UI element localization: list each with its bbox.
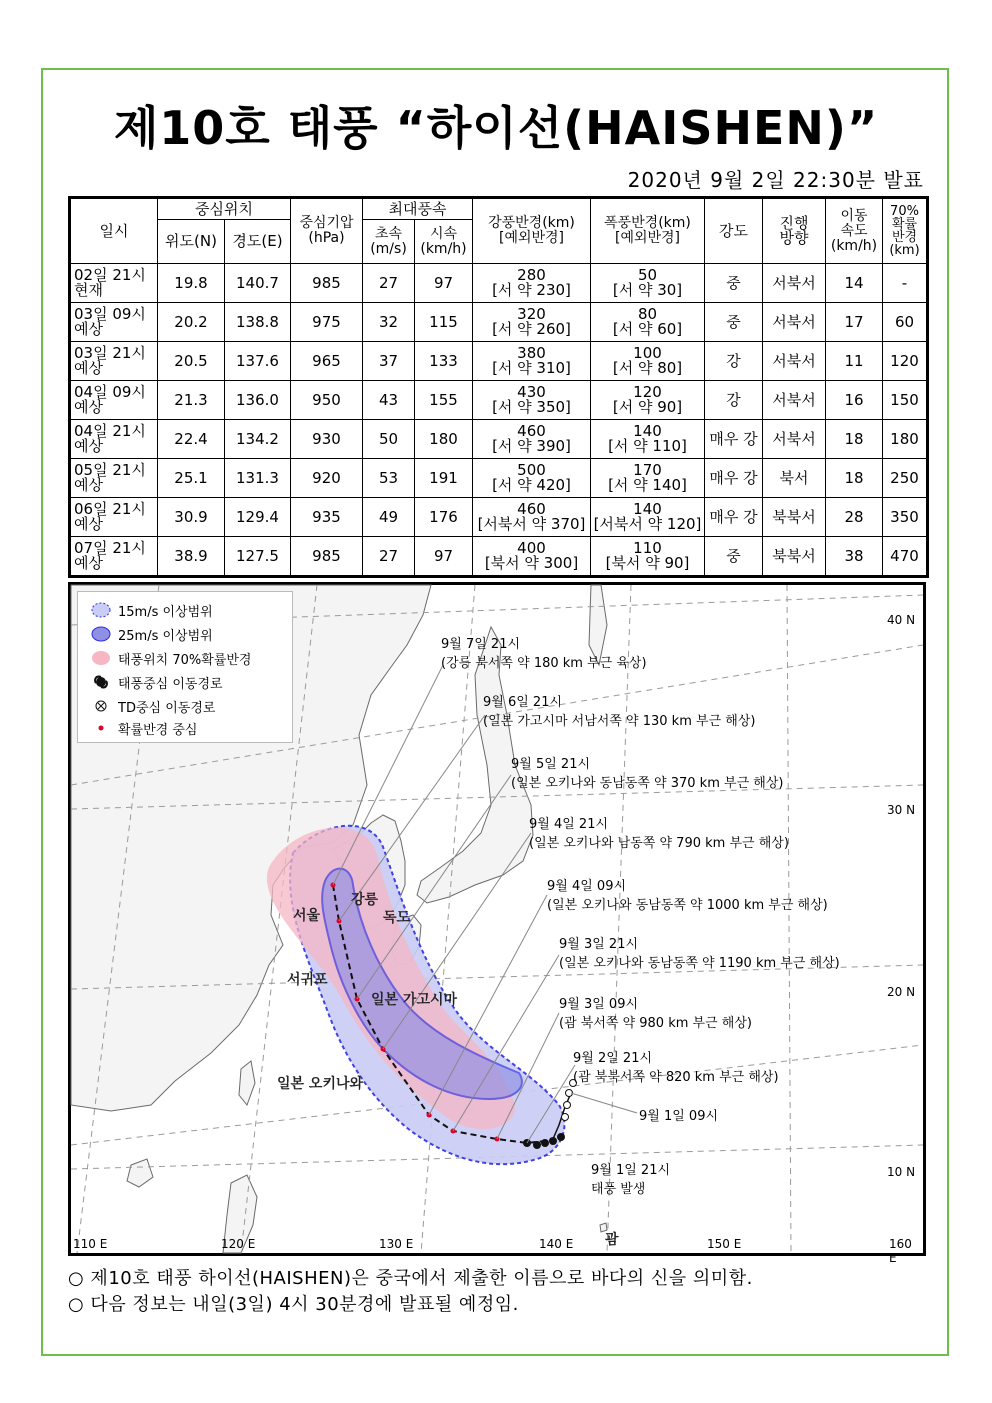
cell-pressure-text: 930: [312, 429, 341, 448]
footnote: ○ 제10호 태풍 하이선(HAISHEN)은 중국에서 제출한 이름으로 바다의 신을 의미함.: [68, 1268, 753, 1289]
legend-label: 태풍위치 70%확률반경: [118, 652, 252, 668]
legend-label: 확률반경 중심: [118, 722, 198, 738]
typhoon-position-marker: [549, 1137, 557, 1145]
cell-datetime-text: 예상: [74, 476, 103, 494]
annotation-sep1-21: 9월 1일 21시 태풍 발생: [591, 1163, 671, 1197]
cell-datetime-text: 06일 21시: [74, 500, 146, 518]
cell-pressure: [291, 420, 363, 459]
cell-datetime: [70, 342, 158, 381]
cell-storm: [591, 381, 705, 420]
table-row: [70, 381, 928, 420]
cell-direction-text: 북북서: [772, 546, 816, 565]
cell-storm-text: 170: [633, 461, 662, 479]
cell-datetime: [70, 537, 158, 577]
cell-storm-text: 80: [637, 305, 658, 323]
cell-lon-text: 127.5: [236, 546, 279, 565]
cell-direction-text: 서북서: [772, 312, 816, 331]
lon-label: 150 E: [707, 1237, 742, 1251]
footnote: ○ 다음 정보는 내일(3일) 4시 30분경에 발표될 예정임.: [68, 1294, 519, 1315]
map-legend: [77, 591, 293, 743]
cell-gale-text: 460: [517, 500, 546, 518]
cell-direction: [763, 459, 826, 498]
cell-intensity-text: 중: [726, 546, 741, 565]
table-row: [70, 459, 928, 498]
cell-speed-text: 16: [844, 390, 864, 409]
annotation-sep3-21: 9월 3일 21시 (일본 오키나와 동남동쪽 약 1190 km 부근 해상): [559, 937, 840, 971]
legend-label: 15m/s 이상범위: [118, 604, 213, 620]
cell-prob: [883, 342, 928, 381]
cell-lon-text: 136.0: [236, 390, 279, 409]
annotation-sep5: 9월 5일 21시 (일본 오키나와 동남동쪽 약 370 km 부근 해상): [511, 757, 784, 791]
legend-item: [90, 624, 213, 644]
cell-gale-text: [서 약 260]: [492, 320, 571, 338]
cell-gale-text: 320: [517, 305, 546, 323]
cell-direction-text: 북북서: [772, 507, 816, 526]
annotation-sep3-09: 9월 3일 09시 (괌 북서쪽 약 980 km 부근 해상): [559, 997, 752, 1031]
cell-intensity-text: 매우 강: [709, 507, 758, 526]
legend-item: [90, 672, 223, 692]
cell-lon-text: 140.7: [236, 273, 279, 292]
typhoon-position-marker: [533, 1141, 541, 1149]
cell-prob: [883, 303, 928, 342]
legend-item: [90, 718, 197, 738]
cell-storm-text: [서 약 140]: [608, 476, 687, 494]
cell-datetime-text: 예상: [74, 359, 103, 377]
cell-pressure-text: 975: [312, 312, 341, 331]
cell-lon-text: 137.6: [236, 351, 279, 370]
cell-prob-text: 470: [890, 546, 919, 565]
cell-pressure-text: 985: [312, 273, 341, 292]
legend-label: 25m/s 이상범위: [118, 628, 213, 644]
td-position-marker: [562, 1114, 569, 1121]
cell-kmh: [415, 342, 473, 381]
cell-storm: [591, 498, 705, 537]
cell-storm: [591, 264, 705, 303]
cell-ms: [363, 498, 415, 537]
lon-label: 110 E: [73, 1237, 108, 1251]
cell-storm: [591, 459, 705, 498]
cell-direction-text: 북서: [779, 468, 809, 487]
cell-direction: [763, 420, 826, 459]
cell-gale: [473, 459, 591, 498]
wind15-icon: [90, 601, 112, 619]
header-storm-radius: 폭풍반경(km) [예외반경]: [591, 198, 705, 264]
cell-storm-text: [서북서 약 120]: [593, 515, 702, 533]
cell-datetime-text: 03일 09시: [74, 305, 146, 323]
td-position-marker: [564, 1102, 571, 1109]
cell-gale: [473, 342, 591, 381]
cell-kmh: [415, 381, 473, 420]
cell-gale-text: [서 약 350]: [492, 398, 571, 416]
cell-lon: [225, 537, 291, 577]
cell-lon: [225, 498, 291, 537]
annotation-sep7: 9월 7일 21시 (강릉 북서쪽 약 180 km 부근 육상): [441, 637, 647, 671]
cell-direction: [763, 303, 826, 342]
lon-label: 140 E: [539, 1237, 574, 1251]
table-row: [70, 264, 928, 303]
cell-ms-text: 27: [378, 273, 399, 292]
cell-intensity: [705, 381, 763, 420]
cell-lat: [158, 264, 225, 303]
cell-storm-text: 140: [633, 500, 662, 518]
cell-ms: [363, 342, 415, 381]
cell-speed: [826, 303, 883, 342]
cell-speed: [826, 264, 883, 303]
cell-pressure: [291, 537, 363, 577]
city-gangneung: 강릉: [351, 892, 379, 908]
cell-kmh: [415, 264, 473, 303]
cell-gale: [473, 420, 591, 459]
cell-kmh: [415, 303, 473, 342]
typhoon-track-map: [68, 582, 926, 1265]
cell-gale: [473, 537, 591, 577]
cell-pressure-text: 965: [312, 351, 341, 370]
header-gale-radius: 강풍반경(km) [예외반경]: [473, 198, 591, 264]
cell-lat-text: 25.1: [174, 468, 208, 487]
legend-item: [90, 600, 213, 620]
cell-pressure: [291, 459, 363, 498]
cell-intensity: [705, 420, 763, 459]
cell-intensity-text: 매우 강: [709, 429, 758, 448]
cell-datetime: [70, 420, 158, 459]
cell-kmh-text: 155: [429, 390, 458, 409]
cell-speed: [826, 342, 883, 381]
table-row: [70, 303, 928, 342]
typhoon-position-marker: [541, 1139, 549, 1147]
cell-speed-text: 18: [844, 468, 864, 487]
cell-ms-text: 53: [378, 468, 399, 487]
cell-prob: [883, 459, 928, 498]
cell-gale-text: 380: [517, 344, 546, 362]
cell-datetime: [70, 459, 158, 498]
cell-direction-text: 서북서: [772, 351, 816, 370]
header-maxwind: 최대풍속: [363, 198, 473, 220]
cell-speed: [826, 498, 883, 537]
cell-direction: [763, 381, 826, 420]
lon-label: 130 E: [379, 1237, 414, 1251]
cell-prob: [883, 498, 928, 537]
cell-kmh-text: 97: [433, 546, 454, 565]
cell-kmh-text: 191: [429, 468, 458, 487]
cell-ms: [363, 420, 415, 459]
cell-intensity: [705, 459, 763, 498]
cell-speed: [826, 537, 883, 577]
cell-prob: [883, 381, 928, 420]
annotation-sep2-21: 9월 2일 21시 (괌 북북서쪽 약 820 km 부근 해상): [573, 1051, 779, 1085]
cell-lon: [225, 459, 291, 498]
cell-ms-text: 37: [378, 351, 399, 370]
cell-gale: [473, 264, 591, 303]
cell-prob-text: 350: [890, 507, 919, 526]
header-lat: 위도(N): [158, 220, 225, 264]
city-guam: 괌: [605, 1232, 619, 1248]
cell-lat-text: 21.3: [174, 390, 208, 409]
cell-pressure-text: 935: [312, 507, 341, 526]
cell-datetime: [70, 498, 158, 537]
cell-intensity: [705, 537, 763, 577]
cell-ms: [363, 459, 415, 498]
cell-storm-text: 50: [637, 266, 658, 284]
cell-datetime-text: 예상: [74, 554, 103, 572]
cell-direction: [763, 498, 826, 537]
cell-lon: [225, 303, 291, 342]
cell-pressure: [291, 264, 363, 303]
legend-label: TD중심 이동경로: [118, 700, 216, 716]
cell-gale-text: [서 약 310]: [492, 359, 571, 377]
cell-lat: [158, 420, 225, 459]
cell-storm-text: [서 약 60]: [612, 320, 683, 338]
cell-speed: [826, 381, 883, 420]
cell-storm-text: [서 약 110]: [608, 437, 687, 455]
cell-direction: [763, 342, 826, 381]
cell-lat: [158, 303, 225, 342]
cell-speed-text: 17: [844, 312, 864, 331]
cell-storm-text: 110: [633, 539, 662, 557]
header-center: 중심위치: [158, 198, 291, 220]
cell-datetime: [70, 303, 158, 342]
cell-gale: [473, 381, 591, 420]
cell-storm-text: [북서 약 90]: [605, 554, 690, 572]
cell-kmh: [415, 420, 473, 459]
cell-storm: [591, 303, 705, 342]
cell-storm-text: [서 약 80]: [612, 359, 683, 377]
cell-kmh-text: 115: [429, 312, 458, 331]
cell-datetime-text: 02일 21시: [74, 266, 146, 284]
cell-lat: [158, 459, 225, 498]
cell-prob-text: -: [901, 273, 908, 292]
cell-ms: [363, 264, 415, 303]
cell-prob-text: 120: [890, 351, 919, 370]
cell-ms-text: 32: [378, 312, 399, 331]
cell-pressure-text: 920: [312, 468, 341, 487]
typhoon-track-icon: [90, 673, 112, 691]
cell-speed-text: 38: [844, 546, 864, 565]
cell-datetime-text: 현재: [74, 281, 103, 299]
lat-label: 40 N: [887, 613, 916, 627]
cell-storm-text: [서 약 30]: [612, 281, 683, 299]
header-ms: 초속 (m/s): [363, 220, 415, 264]
header-kmh: 시속 (km/h): [415, 220, 473, 264]
prob70-icon: [90, 649, 112, 667]
cell-lat: [158, 498, 225, 537]
header-prob-radius: 70% 확률 반경 (km): [883, 198, 928, 264]
cell-storm-text: 100: [633, 344, 662, 362]
cell-speed-text: 14: [844, 273, 864, 292]
cell-intensity-text: 중: [726, 273, 741, 292]
cell-lon-text: 138.8: [236, 312, 279, 331]
cell-gale-text: [서 약 230]: [492, 281, 571, 299]
cell-lon: [225, 381, 291, 420]
cell-storm-text: [서 약 90]: [612, 398, 683, 416]
cell-ms-text: 43: [378, 390, 399, 409]
cell-intensity: [705, 498, 763, 537]
cell-speed: [826, 459, 883, 498]
cell-datetime-text: 05일 21시: [74, 461, 146, 479]
cell-lon: [225, 342, 291, 381]
cell-lon: [225, 264, 291, 303]
cell-ms: [363, 537, 415, 577]
cell-pressure-text: 985: [312, 546, 341, 565]
wind25-icon: [90, 625, 112, 643]
lat-label: 20 N: [887, 985, 916, 999]
cell-speed-text: 28: [844, 507, 864, 526]
legend-item: [90, 648, 252, 668]
issued-time: 2020년 9월 2일 22:30분 발표: [627, 168, 924, 192]
footnotes: [68, 1266, 753, 1318]
cell-lat: [158, 537, 225, 577]
legend-item: [90, 696, 215, 716]
header-intensity: 강도: [705, 198, 763, 264]
cell-datetime-text: 예상: [74, 515, 103, 533]
legend-label: 태풍중심 이동경로: [118, 676, 223, 692]
cell-direction: [763, 264, 826, 303]
header-datetime: 일시: [70, 198, 158, 264]
city-okinawa: 일본 오키나와: [277, 1076, 364, 1092]
cell-gale-text: 500: [517, 461, 546, 479]
header-lon: 경도(E): [225, 220, 291, 264]
cell-datetime-text: 07일 21시: [74, 539, 146, 557]
header-speed: 이동 속도 (km/h): [826, 198, 883, 264]
cell-datetime: [70, 381, 158, 420]
cell-kmh-text: 97: [433, 273, 454, 292]
cell-pressure: [291, 498, 363, 537]
cell-prob-text: 60: [894, 312, 915, 331]
cell-direction-text: 서북서: [772, 429, 816, 448]
cell-gale-text: [서 약 420]: [492, 476, 571, 494]
cell-pressure: [291, 303, 363, 342]
cell-lat-text: 38.9: [174, 546, 208, 565]
cell-lat: [158, 342, 225, 381]
cell-gale-text: 400: [517, 539, 546, 557]
cell-prob: [883, 537, 928, 577]
lon-label: 120 E: [221, 1237, 256, 1251]
cell-kmh: [415, 459, 473, 498]
cell-lon-text: 129.4: [236, 507, 279, 526]
city-seoul: 서울: [293, 908, 321, 924]
cell-lat-text: 20.5: [174, 351, 208, 370]
cell-ms-text: 27: [378, 546, 399, 565]
cell-prob-text: 250: [890, 468, 919, 487]
cell-kmh: [415, 537, 473, 577]
city-seogwipo: 서귀포: [287, 972, 328, 988]
cell-storm: [591, 342, 705, 381]
cell-gale: [473, 498, 591, 537]
cell-gale-text: [서북서 약 370]: [477, 515, 586, 533]
cell-speed-text: 11: [844, 351, 864, 370]
cell-lon-text: 131.3: [236, 468, 279, 487]
cell-gale-text: [서 약 390]: [492, 437, 571, 455]
cell-gale-text: 460: [517, 422, 546, 440]
cell-ms: [363, 303, 415, 342]
cell-pressure: [291, 342, 363, 381]
typhoon-position-marker: [557, 1133, 565, 1141]
cell-speed: [826, 420, 883, 459]
annotation-sep1-09: 9월 1일 09시: [639, 1109, 719, 1124]
td-track-icon: [90, 697, 112, 715]
cell-prob: [883, 420, 928, 459]
page-title: 제10호 태풍 “하이선(HAISHEN)”: [113, 101, 879, 155]
cell-ms-text: 49: [378, 507, 399, 526]
cell-storm-text: 120: [633, 383, 662, 401]
table-row: [70, 537, 928, 577]
annotation-sep4-21: 9월 4일 21시 (일본 오키나와 남동쪽 약 790 km 부근 해상): [529, 817, 789, 851]
cell-lon-text: 134.2: [236, 429, 279, 448]
cell-datetime-text: 04일 09시: [74, 383, 146, 401]
cell-gale-text: [북서 약 300]: [484, 554, 579, 572]
cell-datetime-text: 예상: [74, 398, 103, 416]
cell-datetime-text: 04일 21시: [74, 422, 146, 440]
cell-pressure-text: 950: [312, 390, 341, 409]
table-row: [70, 342, 928, 381]
cell-lat-text: 22.4: [174, 429, 208, 448]
cell-lat: [158, 381, 225, 420]
cell-kmh-text: 180: [429, 429, 458, 448]
prob-center-icon: [90, 719, 112, 737]
cell-storm: [591, 420, 705, 459]
cell-datetime-text: 03일 21시: [74, 344, 146, 362]
forecast-table: [68, 196, 929, 578]
cell-datetime-text: 예상: [74, 437, 103, 455]
cell-intensity-text: 강: [726, 351, 741, 370]
cell-ms-text: 50: [378, 429, 399, 448]
cell-intensity-text: 강: [726, 390, 741, 409]
cell-kmh: [415, 498, 473, 537]
cell-direction-text: 서북서: [772, 273, 816, 292]
annotation-sep6: 9월 6일 21시 (일본 가고시마 서남서쪽 약 130 km 부근 해상): [483, 695, 756, 729]
lat-label: 30 N: [887, 803, 916, 817]
annotation-sep4-09: 9월 4일 09시 (일본 오키나와 동남동쪽 약 1000 km 부근 해상): [547, 879, 828, 913]
cell-pressure: [291, 381, 363, 420]
header-direction: 진행 방향: [763, 198, 826, 264]
cell-speed-text: 18: [844, 429, 864, 448]
cell-prob-text: 150: [890, 390, 919, 409]
cell-intensity-text: 중: [726, 312, 741, 331]
cell-direction-text: 서북서: [772, 390, 816, 409]
cell-lat-text: 30.9: [174, 507, 208, 526]
cell-ms: [363, 381, 415, 420]
lon-label: 160 E: [889, 1237, 912, 1265]
cell-lat-text: 19.8: [174, 273, 208, 292]
cell-prob-text: 180: [890, 429, 919, 448]
cell-lat-text: 20.2: [174, 312, 208, 331]
cell-kmh-text: 133: [429, 351, 458, 370]
cell-prob: [883, 264, 928, 303]
cell-gale-text: 430: [517, 383, 546, 401]
city-dokdo: 독도: [383, 910, 411, 926]
lat-label: 10 N: [887, 1165, 916, 1179]
cell-intensity: [705, 264, 763, 303]
cell-intensity: [705, 342, 763, 381]
cell-direction: [763, 537, 826, 577]
cell-datetime: [70, 264, 158, 303]
table-row: [70, 498, 928, 537]
cell-intensity: [705, 303, 763, 342]
cell-kmh-text: 176: [429, 507, 458, 526]
cell-storm-text: 140: [633, 422, 662, 440]
cell-gale-text: 280: [517, 266, 546, 284]
cell-gale: [473, 303, 591, 342]
header-pressure: 중심기압 (hPa): [291, 198, 363, 264]
cell-storm: [591, 537, 705, 577]
cell-lon: [225, 420, 291, 459]
cell-intensity-text: 매우 강: [709, 468, 758, 487]
city-kagoshima: 일본 가고시마: [371, 992, 458, 1008]
table-row: [70, 420, 928, 459]
cell-datetime-text: 예상: [74, 320, 103, 338]
